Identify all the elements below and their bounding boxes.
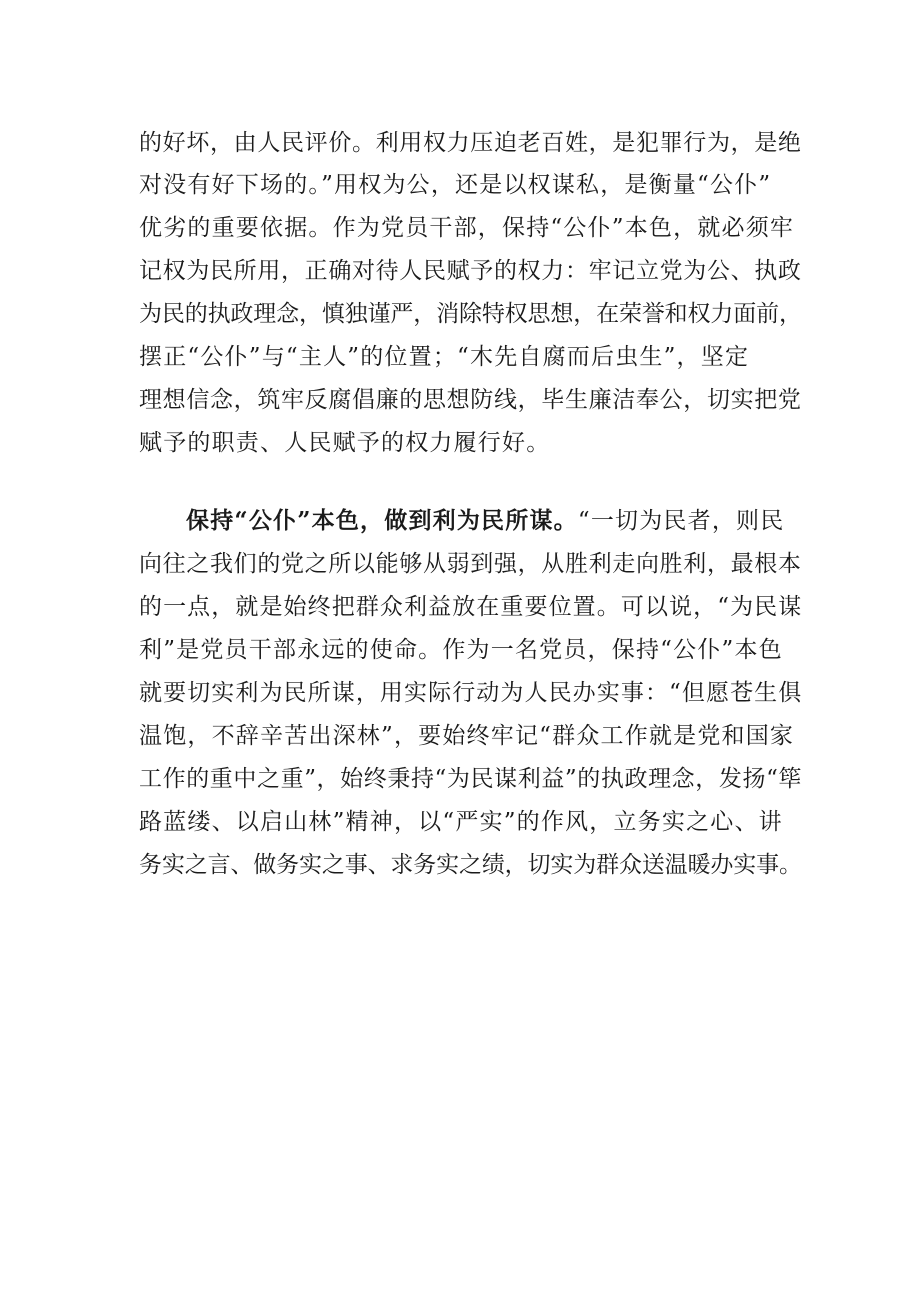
paragraph-1-line-4: 记权为民所用，正确对待人民赋予的权力：牢记立党为公、执政 xyxy=(139,258,802,284)
paragraph-1-line-8: 赋予的职责、人民赋予的权力履行好。 xyxy=(139,430,551,456)
paragraph-2-line-3: 的一点，就是始终把群众利益放在重要位置。可以说，“为民谋 xyxy=(139,594,803,620)
paragraph-1-line-7: 理想信念，筑牢反腐倡廉的思想防线，毕生廉洁奉公，切实把党 xyxy=(139,387,802,413)
paragraph-2-heading: 保持“公仆”本色，做到利为民所谋。 xyxy=(186,507,578,534)
paragraph-2-line-6: 温饱，不辞辛苦出深林”，要始终牢记“群众工作就是党和国家 xyxy=(139,723,795,749)
paragraph-2-line-2: 向往之我们的党之所以能够从弱到强，从胜利走向胜利，最根本 xyxy=(139,551,802,577)
paragraph-2-line-8: 路蓝缕、以启山林”精神，以“严实”的作风，立务实之心、讲 xyxy=(139,809,783,835)
paragraph-1-line-5: 为民的执政理念，慎独谨严，消除特权思想，在荣誉和权力面前， xyxy=(139,301,802,327)
paragraph-1-line-3: 优劣的重要依据。作为党员干部，保持“公仆”本色，就必须牢 xyxy=(139,215,795,241)
paragraph-1-line-1: 的好坏，由人民评价。利用权力压迫老百姓，是犯罪行为，是绝 xyxy=(139,130,802,156)
paragraph-1-line-2: 对没有好下场的。”用权为公，还是以权谋私，是衡量“公仆” xyxy=(139,172,772,198)
paragraph-2-first-line-rest: “一切为民者，则民 xyxy=(577,508,785,534)
paragraph-2-line-7: 工作的重中之重”，始终秉持“为民谋利益”的执政理念，发扬“筚 xyxy=(139,766,803,792)
paragraph-1-line-6: 摆正“公仆”与“主人”的位置；“木先自腐而后虫生”，坚定 xyxy=(139,344,750,370)
paragraph-2-line-1 xyxy=(186,506,784,536)
paragraph-2-line-4: 利”是党员干部永远的使命。作为一名党员，保持“公仆”本色 xyxy=(139,637,783,663)
paragraph-2-line-5: 就要切实利为民所谋，用实际行动为人民办实事：“但愿苍生俱 xyxy=(139,680,803,706)
paragraph-2-line-9: 务实之言、做务实之事、求务实之绩，切实为群众送温暖办实事。 xyxy=(139,852,802,878)
